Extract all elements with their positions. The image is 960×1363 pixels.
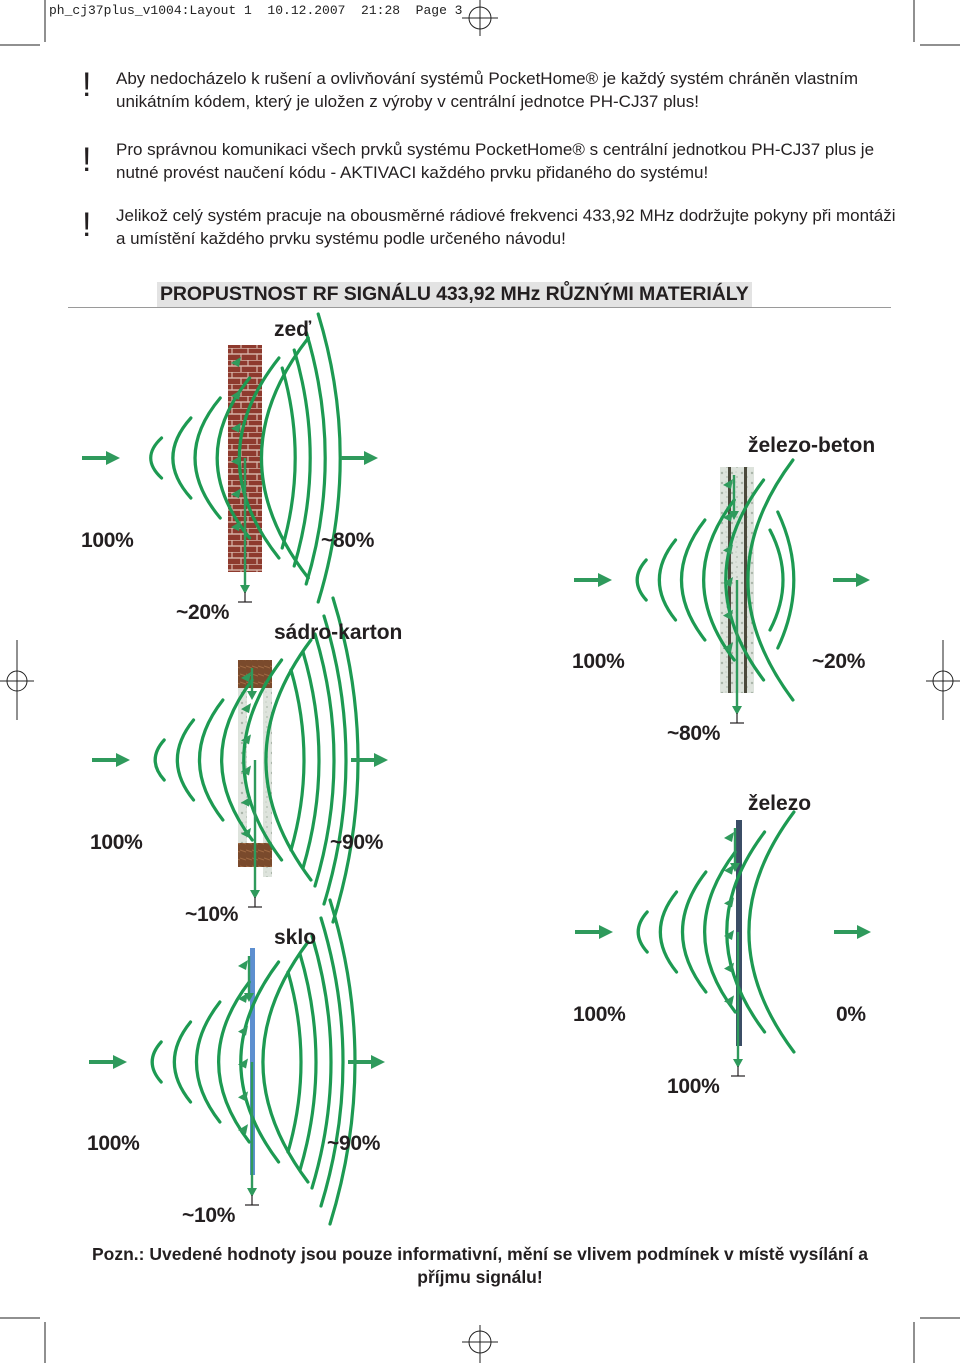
signal-wave	[749, 812, 794, 1052]
material-label-zelezo: železo	[748, 792, 812, 815]
material-label-sklo: sklo	[274, 926, 317, 949]
signal-wave	[151, 438, 162, 478]
signal-wave	[705, 852, 736, 1012]
arrow-head	[599, 925, 613, 939]
arrows-4	[575, 828, 871, 1068]
passed-percent: ~20%	[812, 650, 866, 673]
absorbed-percent: ~10%	[182, 1204, 236, 1227]
footnote	[0, 1243, 960, 1289]
arrow-head	[106, 451, 120, 465]
incoming-percent: 100%	[87, 1132, 140, 1155]
absorbed-percent: ~20%	[176, 601, 230, 624]
signal-wave	[638, 912, 647, 952]
section-title: PROPUSTNOST RF SIGNÁLU 433,92 MHz RŮZNÝMI MATERIÁLY	[157, 282, 752, 308]
signal-wave	[318, 314, 340, 602]
material-label-sadrokarton: sádro-karton	[274, 621, 403, 644]
wave-arrow-tip	[238, 1026, 248, 1036]
signal-wave	[177, 720, 193, 800]
waves-3	[637, 460, 794, 700]
signal-wave	[199, 700, 222, 820]
footnote-label: Pozn.:	[91, 1244, 145, 1264]
passed-percent: 0%	[836, 1003, 866, 1026]
signal-wave	[288, 972, 301, 1152]
note-paragraph: Pro správnou komunikaci všech prvků systému PocketHome® s centrální jednotkou PH-CJ37 plus je nutné provést naučení kódu - AKTIVACI každého prvku přidaného do systému!	[116, 140, 875, 182]
footnote-text: Uvedené hodnoty jsou pouze informativní, mění se vlivem podmínek v místě vysílání a příjmu signálu!	[149, 1244, 869, 1287]
signal-wave	[155, 740, 164, 780]
arrow-head	[371, 1055, 385, 1069]
absorbed-percent: 100%	[667, 1075, 720, 1098]
absorbed-percent: ~10%	[185, 903, 239, 926]
arrow-head	[856, 573, 870, 587]
warning-mark: !	[82, 141, 92, 179]
incoming-percent: 100%	[572, 650, 625, 673]
signal-wave	[291, 670, 304, 850]
arrow-head	[857, 925, 871, 939]
signal-wave	[660, 892, 676, 972]
signal-wave	[152, 1042, 161, 1082]
signal-wave	[748, 460, 793, 700]
arrow-head	[364, 451, 378, 465]
signal-wave	[173, 418, 191, 498]
arrow-head	[113, 1055, 127, 1069]
signal-wave	[196, 1002, 219, 1122]
signal-wave	[778, 512, 794, 648]
material-label-zelezobeton: železo-beton	[748, 434, 876, 457]
incoming-percent: 100%	[90, 831, 143, 854]
wave-arrow-tip	[238, 960, 248, 970]
wave-arrow-tip	[724, 897, 734, 907]
incoming-percent: 100%	[573, 1003, 626, 1026]
signal-wave	[681, 520, 704, 640]
material-label-zed: zeď	[274, 318, 312, 341]
arrow-head	[598, 573, 612, 587]
arrows-2	[89, 956, 385, 1197]
arrow-head	[116, 753, 130, 767]
waves-1	[155, 598, 358, 922]
print-slug: ph_cj37plus_v1004:Layout 1 10.12.2007 21:28 Page 3	[49, 3, 463, 18]
passed-percent: ~90%	[330, 831, 384, 854]
incoming-percent: 100%	[81, 529, 134, 552]
warning-mark: !	[82, 66, 92, 104]
signal-wave	[682, 872, 705, 992]
note-paragraph: Aby nedocházelo k rušení a ovlivňování systémů PocketHome® je každý systém chráněn vlastním unikátním kódem, který je uložen z výroby v centrální jednotce PH-CJ37 plus!	[116, 69, 858, 111]
arrow-head	[374, 753, 388, 767]
signal-wave	[282, 368, 295, 548]
waves-4	[638, 812, 794, 1052]
wave-arrow-tip	[724, 832, 734, 842]
signal-wave	[174, 1022, 190, 1102]
absorbed-percent: ~80%	[667, 722, 721, 745]
signal-wave	[222, 680, 253, 840]
signal-wave	[770, 530, 783, 630]
note-paragraph: Jelikož celý systém pracuje na obousměrné rádiové frekvenci 433,92 MHz dodržujte pokyny při montáži a umístění každého prvku systému podle určeného návodu!	[116, 206, 896, 248]
passed-percent: ~80%	[321, 529, 375, 552]
passed-percent: ~90%	[327, 1132, 381, 1155]
warning-mark: !	[82, 206, 92, 244]
signal-wave	[637, 560, 646, 600]
arrow-head	[247, 691, 257, 700]
signal-wave	[659, 540, 675, 620]
